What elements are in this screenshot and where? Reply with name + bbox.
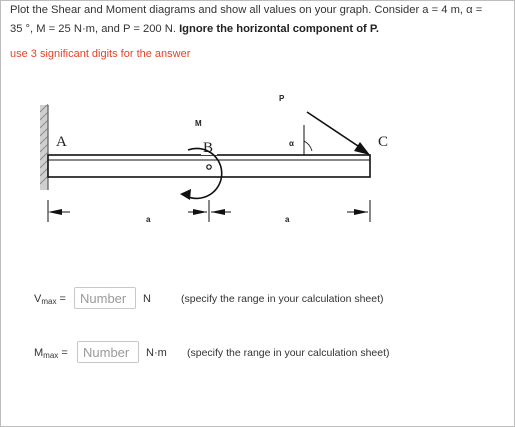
- label-P: P: [279, 94, 285, 103]
- force-P-line: [307, 112, 364, 150]
- beam: [48, 155, 370, 177]
- label-A: A: [56, 134, 67, 150]
- label-B-text: B: [203, 140, 214, 156]
- mmax-equals: =: [61, 347, 68, 359]
- label-B: [201, 139, 217, 156]
- sig-figs-hint: use 3 significant digits for the answer: [10, 48, 191, 60]
- mmax-row: [0, 341, 515, 365]
- mmax-label-main: M: [34, 347, 44, 359]
- label-alpha: α: [289, 139, 294, 148]
- mmax-label: [34, 347, 68, 360]
- vmax-label: [34, 293, 66, 306]
- angle-alpha-arc: [304, 141, 312, 151]
- mmax-note: (specify the range in your calculation sheet): [187, 347, 390, 359]
- vmax-label-main: V: [34, 293, 42, 305]
- vmax-unit: N: [143, 293, 151, 305]
- mmax-input[interactable]: [77, 341, 139, 363]
- label-M: M: [195, 119, 202, 128]
- question-text-bold: Ignore the horizontal component of P.: [179, 23, 379, 35]
- mmax-label-sub: max: [43, 351, 59, 360]
- vmax-equals: =: [59, 293, 66, 305]
- mmax-unit: N·m: [146, 347, 167, 359]
- moment-arrowhead-icon: [180, 189, 191, 200]
- vmax-input[interactable]: [74, 287, 136, 309]
- dim-a-left: a: [146, 215, 151, 224]
- vmax-note: (specify the range in your calculation sheet): [181, 293, 384, 305]
- question-text-line2: [10, 23, 379, 35]
- force-P-arrowhead-icon: [354, 142, 370, 155]
- beam-diagram: [0, 80, 515, 240]
- question-text-line1: Plot the Shear and Moment diagrams and show all values on your graph. Consider a = 4 m, α =: [10, 4, 483, 16]
- vmax-row: [0, 287, 515, 311]
- question-text-plain: 35 °, M = 25 N·m, and P = 200 N.: [10, 23, 180, 35]
- dimension-lines: [48, 200, 370, 222]
- vmax-label-sub: max: [41, 297, 57, 306]
- label-C: C: [378, 134, 389, 150]
- fixed-support-wall: [40, 104, 48, 190]
- dim-a-right: a: [285, 215, 290, 224]
